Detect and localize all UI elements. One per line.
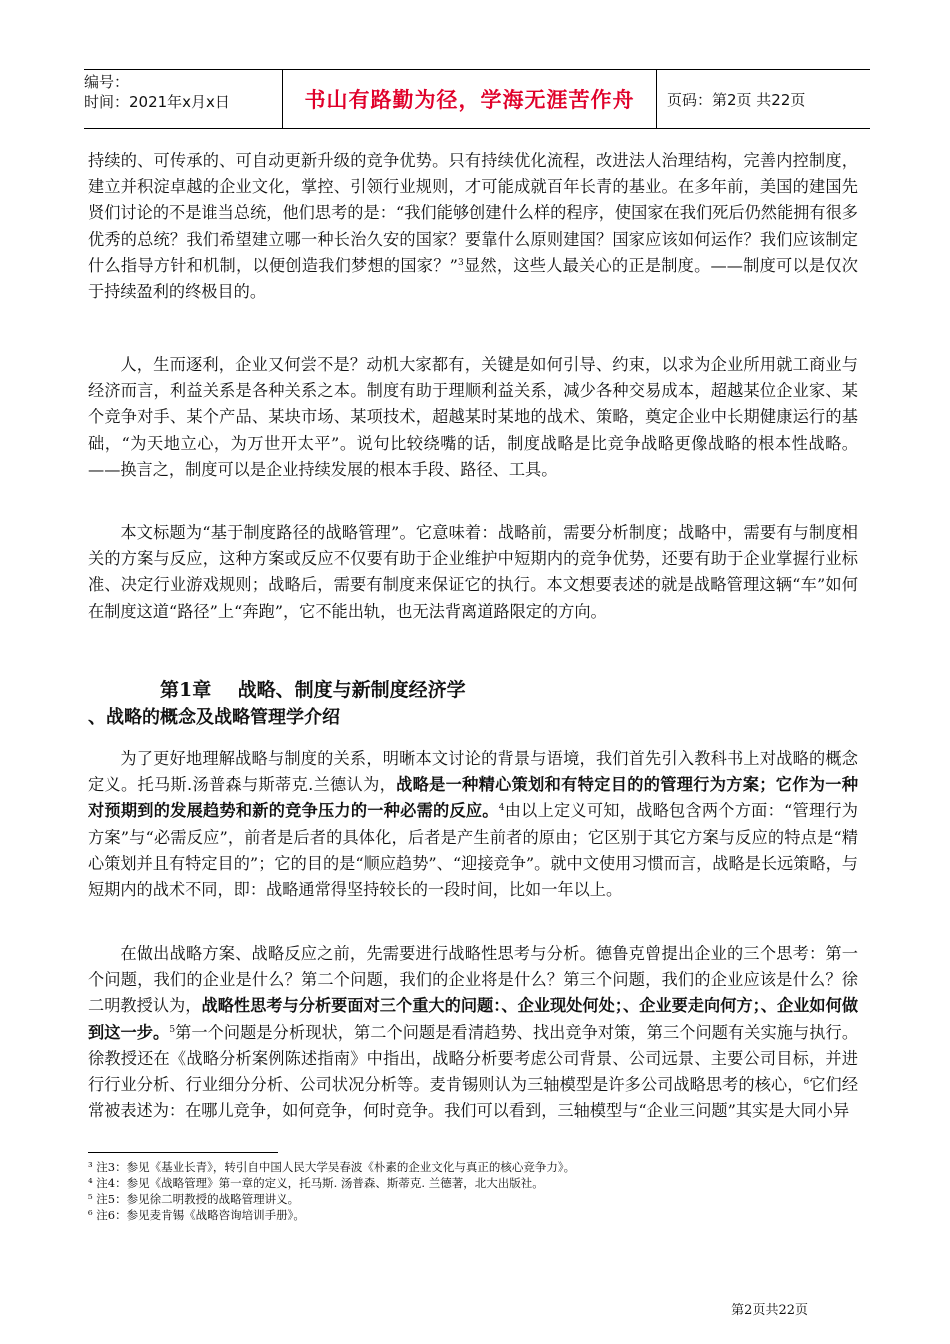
paragraph-1-tail: 显然，这些人最关心的正是制度。——制度可以是仅次于持续盈利的终极目的。 (88, 255, 858, 302)
footnote-6: ⁶ 注6：参见麦肯锡《战略咨询培训手册》。 (88, 1208, 305, 1222)
paragraph-1 (88, 148, 858, 305)
paragraph-4-text: 为了更好地理解战略与制度的关系，明晰本文讨论的背景与语境，我们首先引入教科书上对战略的概念定义。托马斯.汤普森与斯蒂克.兰德认为， (88, 749, 858, 795)
paragraph-1-text: 持续的、可传承的、可自动更新升级的竞争优势。只有持续优化流程，改进法人治理结构，完善内控制度，建立并积淀卓越的企业文化，掌控、引领行业规则，才可能成就百年长青的基业。在多年前，美国的建国先贤们讨论的不是谁当总统，他们思考的是：“我们能够创建什么样的程序，使国家在我们死后仍然能拥有很多优秀的总统？我们希望建立哪一种长治久安的国家？要靠什么原则建国？国家应该如何运作？我们应该制定什么指导方针和机制，以便创造我们梦想的国家？” (88, 151, 858, 275)
footnote-ref-4[interactable]: 4 (498, 803, 505, 814)
three-questions: 战略性思考与分析要面对三个重大的问题：、企业现处何处；、企业要走向何方；、企业如何做到这一步。 (88, 996, 859, 1042)
header-meta (84, 70, 282, 128)
footnote-ref-3[interactable]: 3 (457, 257, 464, 268)
paragraph-5-text: 在做出战略方案、战略反应之前，先需要进行战略性思考与分析。德鲁克曾提出企业的三个思考：第一个问题，我们的企业是什么？第二个问题，我们的企业将是什么？第三个问题，我们的企业应该是什么？徐二明教授认为， (88, 944, 858, 1016)
footnote-3: ³ 注3：参见《基业长青》，转引自中国人民大学吴春波《朴素的企业文化与真正的核心竞争力》。 (88, 1160, 576, 1174)
paragraph-4-tail: 由以上定义可知，战略包含两个方面：“管理行为方案”与“必需反应”，前者是后者的具体化，后者是产生前者的原由；它区别于其它方案与反应的特点是“精心策划并且有特定目的”；它的目的是“顺应趋势”、“迎接竞争”。就中文使用习惯而言，战略是长远策略，与短期内的战术不同，即：战略通常得坚持较长的一段时间，比如一年以上。 (88, 801, 858, 900)
page-header (84, 69, 870, 129)
footnote-divider (88, 1152, 278, 1153)
paragraph-3 (88, 520, 858, 625)
page-footer: 第2页共22页 (731, 1303, 808, 1318)
header-page-number: 页码：第2页 共22页 (667, 90, 806, 109)
strategy-definition: 战略是一种精心策划和有特定目的的管理行为方案；它作为一种对预期到的发展趋势和新的竞争压力的一种必需的反应。 (88, 775, 859, 821)
paragraph-2-text: 人，生而逐利，企业又何尝不是？动机大家都有，关键是如何引导、约束，以求为企业所用就工商业与经济而言，利益关系是各种关系之本。制度有助于理顺利益关系，减少各种交易成本，超越某位企业家、某个竞争对手、某个产品、某块市场、某项技术，超越某时某地的战术、策略，奠定企业中长期健康运行的基础，“为天地立心，为万世开太平”。说句比较绕嘴的话，制度战略是比竞争战略更像战略的根本性战略。——换言之，制度可以是企业持续发展的根本手段、路径、工具。 (88, 355, 858, 479)
footnote-4: ⁴ 注4：参见《战略管理》第一章的定义，托马斯. 汤普森、斯蒂克. 兰德著，北大出版社。 (88, 1176, 544, 1190)
paragraph-5-tail: 它们经常被表述为：在哪儿竞争，如何竞争，何时竞争。我们可以看到，三轴模型与“企业三问题”其实是大同小异 (88, 1075, 859, 1121)
paragraph-2 (88, 352, 858, 483)
section-title: 、战略的概念及战略管理学介绍 (88, 707, 340, 728)
paragraph-5-middle: 第一个问题是分析现状，第二个问题是看清趋势、找出竞争对策，第三个问题有关实施与执行。徐教授还在《战略分析案例陈述指南》中指出，战略分析要考虑公司背景、公司远景、主要公司目标，并进行行业分析、行业细分分析、公司状况分析等。麦肯锡则认为三轴模型是许多公司战略思考的核心， (88, 1022, 859, 1095)
footnote-ref-5[interactable]: 5 (169, 1024, 176, 1035)
paragraph-5 (88, 941, 858, 1124)
paragraph-4 (88, 746, 858, 903)
chapter-title: 第1章 战略、制度与新制度经济学 (160, 679, 466, 701)
document-date: 时间：2021年x月x日 (84, 93, 230, 111)
footnote-5: ⁵ 注5：参见徐二明教授的战略管理讲义。 (88, 1192, 300, 1206)
footnote-ref-6[interactable]: 6 (803, 1077, 810, 1088)
document-number: 编号： (84, 73, 130, 91)
paragraph-3-text: 本文标题为“基于制度路径的战略管理”。它意味着：战略前，需要分析制度；战略中，需要有与制度相关的方案与反应，这种方案或反应不仅要有助于企业维护中短期内的竞争优势，还要有助于企业掌握行业标准、决定行业游戏规则；战略后，需要有制度来保证它的执行。本文想要表述的就是战略管理这辆“车”如何在制度这道“路径”上“奔跑”，它不能出轨，也无法背离道路限定的方向。 (88, 523, 858, 621)
header-motto: 书山有路勤为径，学海无涯苦作舟 (282, 70, 657, 128)
footnotes (88, 1159, 858, 1223)
